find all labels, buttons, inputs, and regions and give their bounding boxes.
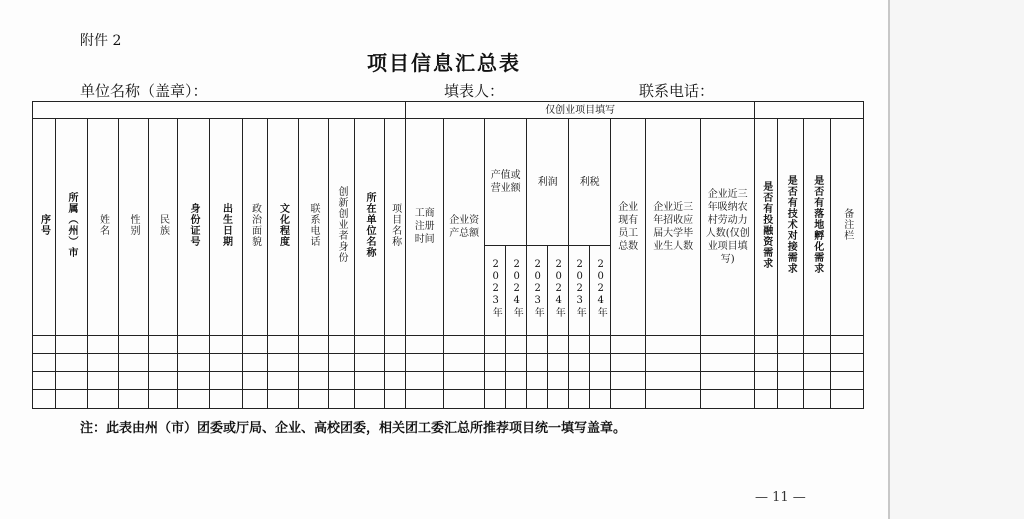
year-cell: 2024年 <box>548 246 569 335</box>
table-row <box>33 371 864 389</box>
col-education: 文化程度 <box>268 119 299 336</box>
table-row <box>33 335 864 353</box>
page-title: 项目信息汇总表 <box>367 51 521 75</box>
col-registration-time: 工商注册时间 <box>406 119 444 336</box>
col-tax: 利税 <box>569 119 611 246</box>
table-row <box>33 353 864 371</box>
col-unit-name: 所在单位名称 <box>355 119 385 336</box>
col-name: 姓名 <box>88 119 119 336</box>
filler-label: 填表人： <box>444 82 505 100</box>
page-number: — 11 — <box>755 490 806 505</box>
col-political: 政治面貌 <box>243 119 268 336</box>
unit-name-label: 单位名称（盖章）： <box>80 82 208 100</box>
col-id-number: 身份证号 <box>178 119 210 336</box>
year-cell: 2024年 <box>590 246 611 335</box>
group-header-startup-only: 仅创业项目填写 <box>406 102 755 119</box>
col-region: 所属（州）市 <box>56 119 88 336</box>
col-profit: 利润 <box>527 119 569 246</box>
table-row <box>33 389 864 408</box>
project-info-table <box>32 101 864 409</box>
col-remarks: 备注栏 <box>831 119 864 336</box>
col-output-revenue: 产值或营业额 <box>485 119 527 246</box>
year-cell: 2023年 <box>527 246 548 335</box>
col-total-assets: 企业资产总额 <box>444 119 485 336</box>
col-birth-date: 出生日期 <box>210 119 243 336</box>
attachment-label: 附件 2 <box>80 33 122 49</box>
phone-label: 联系电话： <box>639 82 715 100</box>
col-project-name: 项目名称 <box>385 119 406 336</box>
col-phone: 联系电话 <box>299 119 329 336</box>
year-cell: 2023年 <box>569 246 590 335</box>
col-tech-need: 是否有技术对接需求 <box>778 119 804 336</box>
col-financing-need: 是否有投融资需求 <box>755 119 778 336</box>
col-incubation-need: 是否有落地孵化需求 <box>804 119 831 336</box>
col-gender: 性别 <box>119 119 149 336</box>
col-employees: 企业现有员工总数 <box>611 119 646 336</box>
col-rural-labor: 企业近三年吸纳农村劳动力人数(仅创业项目填写) <box>701 119 755 336</box>
footnote: 注：此表由州（市）团委或厅局、企业、高校团委，相关团工委汇总所推荐项目统一填写盖章。 <box>80 421 627 436</box>
col-founder-identity: 创新创业者身份 <box>329 119 355 336</box>
page-margin <box>890 0 1024 519</box>
col-graduates: 企业近三年招收应届大学毕业生人数 <box>646 119 701 336</box>
col-ethnicity: 民族 <box>149 119 178 336</box>
col-seq: 序号 <box>33 119 56 336</box>
year-cell: 2023年 <box>485 246 506 335</box>
year-cell: 2024年 <box>506 246 527 335</box>
